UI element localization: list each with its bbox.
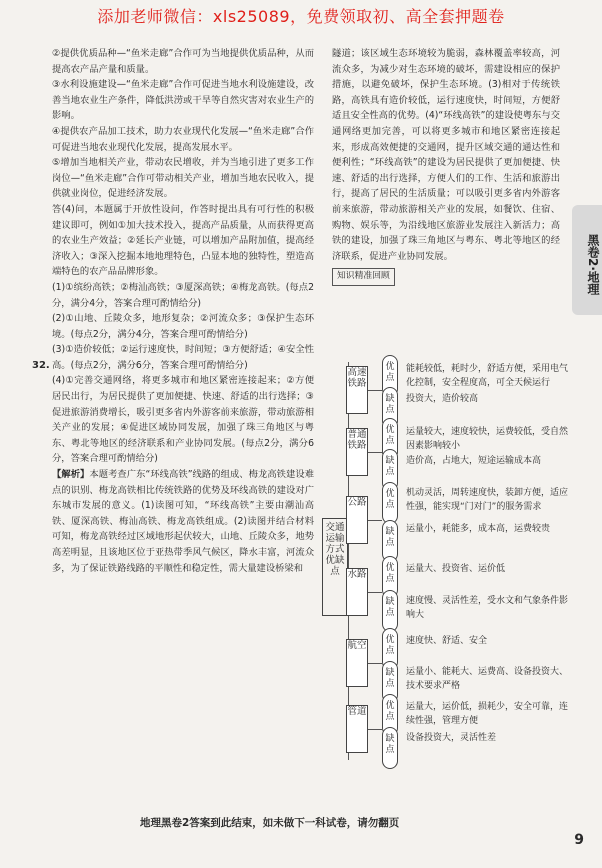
paragraph: ③水利设施建设—“鱼米走廊”合作可促进当地水利设施建设，改善当地农业生产条件，降低洪涝或干旱等自然灾害对农业生产的影响。: [52, 79, 314, 122]
pros-text: 运量大，运价低，损耗少，安全可靠，连续性强，管理方便: [406, 702, 569, 726]
cons-text: 速度慢、灵活性差，受水文和气象条件影响大: [406, 596, 569, 620]
pros-text: 运量较大，速度较快，运费较低，受自然因素影响较小: [406, 427, 569, 451]
pros-text: 能耗较低，耗时少，舒适方便，采用电气化控制，安全程度高，可全天候运行: [406, 364, 569, 388]
cons-text: 运量小、能耗大、运费高、设备投资大、技术要求严格: [406, 667, 569, 691]
transport-mode: 水路: [346, 568, 368, 616]
connector: [368, 390, 382, 391]
answer-32-4: (4)①完善交通网络，将更多城市和地区紧密连接起来；②方便居民出行，为居民提供了更加便捷、快速、舒适的出行选择；③促进旅游消费增长，吸引更多省内外游客前来旅游，带动旅游相关产业的发展；④促进区域协同发展，加强了珠三角地区与粤东、粤北等地区的经济联系和产业协同发展。(每点2分，满分6分，答案合理可酌情给分): [52, 375, 314, 465]
cons-text: 造价高，占地大，短途运输成本高: [406, 456, 542, 466]
footer-note: 地理黑卷2答案到此结束，如未做下一科试卷，请勿翻页: [140, 817, 400, 829]
paragraph: 答(4)问，本题属于开放性设问，作答时提出具有可行性的积极建议即可，例如①加大技术投入，提高产品质量，从而获得更高的农业生产效益；②延长产业链，可以增加产品附加值，提高经济收入；③深入挖掘本地地理特色，凸显本地的独特性，塑造高端特色的农产品品牌形象。: [52, 203, 314, 278]
connector: [368, 452, 382, 453]
answer-32-2: (2)①山地、丘陵众多，地形复杂；②河流众多；③保护生态环境。(每点2分，满分4分，答案合理可酌情给分): [52, 313, 314, 340]
cons-text: 运量小，耗能多，成本高，运费较贵: [406, 524, 551, 534]
section-heading: 知识精准回顾: [332, 268, 395, 286]
pros-text: 运量大、投资省、运价低: [406, 564, 506, 574]
paragraph: 隧道；该区域生态环境较为脆弱，森林覆盖率较高，河流众多，为减少对生态环境的破坏，需建设相应的保护措施，以避免破坏，保护生态环境。(3)相对于传统铁路，高铁具有造价较低，运行速度快，时间短，方便舒适且安全性高的优势。(4)“环线高铁”的建设使粤东与交通网络更加完善，可以将更多城市和地区紧密连接起来，形成高效便捷的交通网，提升区域交通的通达性和便利性；“环线高铁”的建设为居民提供了更加便捷、快速、舒适的出行选择，方便人们的工作、生活和旅游出行，提高了居民的生活质量；可以吸引更多省内外游客前来旅游，带动旅游相关产业的发展，如餐饮、住宿、购物、娱乐等，为沿线地区旅游业发展注入新活力；高铁的建设，加强了珠三角地区与粤东、粤北等地区的经济联系，促进产业协同发展。: [332, 48, 560, 262]
pros-tag: 优点: [382, 628, 398, 670]
connector: [368, 729, 382, 730]
transport-mode: 公路: [346, 496, 368, 544]
pros-tag: 优点: [382, 556, 398, 598]
pros-tag: 优点: [382, 482, 398, 524]
pros-text: 速度快、舒适、安全: [406, 636, 488, 646]
left-column: [52, 46, 314, 576]
watermark: 添加老师微信：xls25089，免费领取初、高全套押题卷: [97, 7, 505, 26]
cons-tag: 缺点: [382, 590, 398, 632]
analysis-label: 【解析】: [52, 469, 90, 481]
paragraph: ④提供农产品加工技术，助力农业现代化发展—“鱼米走廊”合作可促进当地农业现代化发展，提高发展水平。: [52, 125, 314, 153]
cons-tag: 缺点: [382, 449, 398, 491]
connector: [368, 520, 382, 521]
transport-mode: 普通铁路: [346, 428, 368, 476]
page-number: 9: [574, 832, 584, 848]
answer-32-1: (1)①缤纷高铁；②梅汕高铁；③厦深高铁；④梅龙高铁。(每点2分，满分4分，答案合理可酌情给分): [52, 281, 314, 309]
pros-tag: 优点: [382, 694, 398, 736]
cons-tag: 缺点: [382, 520, 398, 562]
connector: [368, 592, 382, 593]
connector: [368, 663, 382, 664]
pros-tag: 优点: [382, 355, 398, 397]
answer-32-3: (3)①造价较低；②运行速度快，时间短；③方便舒适；④安全性高。(每点2分，满分6分，答案合理可酌情给分): [52, 344, 314, 371]
paragraph: ②提供优质品种—“鱼米走廊”合作可为当地提供优质品种，从而提高农产品产量和质量。: [52, 48, 314, 75]
analysis-text: 本题考查广东“环线高铁”线路的组成、梅龙高铁建设难点的识别、梅龙高铁相比传统铁路的优势及环线高铁的建设对广东城市发展的意义。(1)读图可知，“环线高铁”主要由潮汕高铁、厦深高铁、梅汕高铁、梅龙高铁组成。(2)读图并结合材料可知，梅龙高铁经过区域地形起伏较大，山地、丘陵众多，地势高差明显，且该地区位于亚热带季风气候区，降水丰富，河流众多，为了保证铁路线路的平顺性和稳定性，需大量建设桥梁和: [52, 469, 314, 574]
cons-tag: 缺点: [382, 661, 398, 703]
cons-text: 投资大，造价较高: [406, 394, 479, 404]
cons-tag: 缺点: [382, 387, 398, 429]
mindmap-title: 交通运输方式优缺点: [322, 518, 348, 616]
cons-text: 设备投资大，灵活性差: [406, 733, 497, 743]
paragraph: ⑤增加当地相关产业，带动农民增收，并为当地引进了更多工作岗位—“鱼米走廊”合作可带动相关产业，增加当地农民收入，提供就业岗位，促进经济发展。: [52, 157, 314, 200]
cons-tag: 缺点: [382, 727, 398, 769]
pros-tag: 优点: [382, 418, 398, 460]
analysis: [52, 467, 314, 576]
transport-mode: 高速铁路: [346, 366, 368, 414]
question-number: 32.: [32, 360, 50, 371]
mindmap-trunk: [348, 362, 349, 760]
right-column: [332, 46, 560, 288]
transport-mode: 管道: [346, 705, 368, 753]
subject-tab: 黑卷2·地理: [572, 205, 602, 315]
transport-mode: 航空: [346, 639, 368, 687]
pros-text: 机动灵活，周转速度快，装卸方便，适应性强，能实现“门对门”的服务需求: [406, 488, 569, 512]
